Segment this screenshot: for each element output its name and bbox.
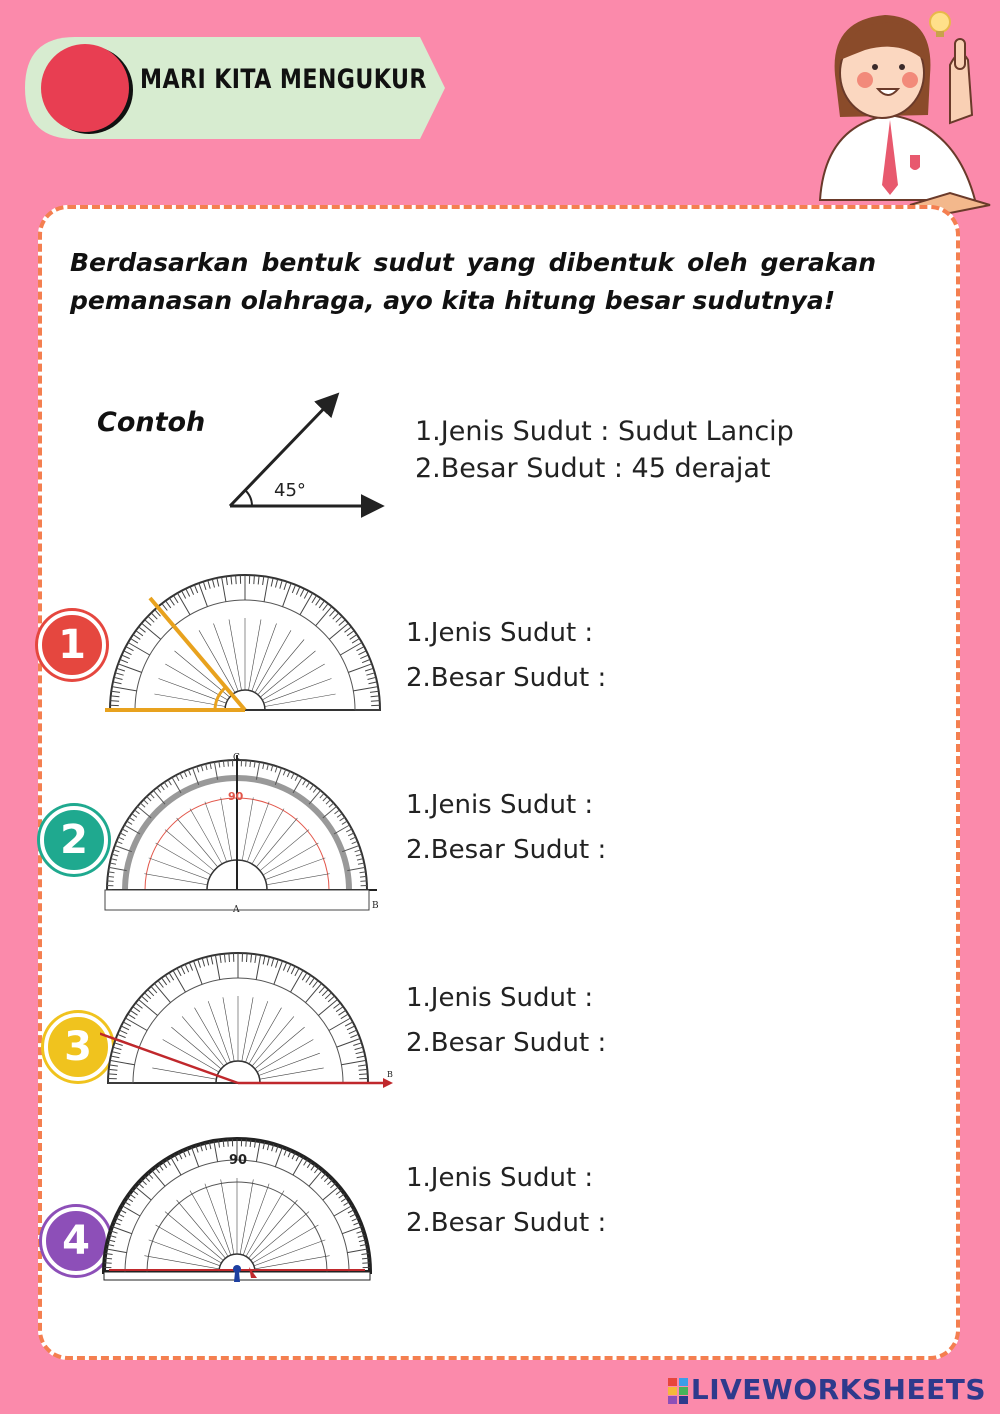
question-3-protractor <box>100 945 395 1093</box>
protractor-tick <box>104 1263 111 1264</box>
protractor-tick <box>246 760 247 766</box>
q2-label-90: 90 <box>228 790 244 803</box>
footer-brand-text: LIVEWORKSHEETS <box>690 1373 986 1406</box>
protractor-tick <box>246 1139 247 1146</box>
protractor-tick <box>254 575 255 584</box>
example-angle-value: 45° <box>274 480 306 501</box>
example-size-line: 2.Besar Sudut : 45 derajat <box>415 453 771 484</box>
question-1-type-label: 1.Jenis Sudut : <box>406 618 594 648</box>
page-title: MARI KITA MENGUKUR <box>140 64 427 95</box>
question-1-badge: 1 <box>38 611 106 679</box>
protractor-tick <box>223 761 224 767</box>
protractor-tick <box>228 760 229 766</box>
protractor-tick <box>362 1263 369 1264</box>
protractor-tick <box>236 575 237 584</box>
question-4-size-label: 2.Besar Sudut : <box>406 1208 607 1238</box>
protractor-tick <box>359 1074 368 1075</box>
protractor-tick <box>110 701 119 702</box>
example-type-line: 1.Jenis Sudut : Sudut Lancip <box>415 416 794 447</box>
example-angle-diagram <box>222 388 392 520</box>
liveworksheets-icon <box>668 1378 688 1404</box>
question-3-badge: 3 <box>44 1013 112 1081</box>
q3-label-b: B <box>387 1070 393 1079</box>
q2-label-a: A <box>233 905 240 915</box>
question-3-size-label: 2.Besar Sudut : <box>406 1028 607 1058</box>
protractor-tick <box>228 1139 229 1146</box>
protractor-tick <box>360 876 366 877</box>
protractor-tick <box>229 953 230 962</box>
student-illustration <box>800 5 995 215</box>
question-2-type-label: 1.Jenis Sudut : <box>406 790 594 820</box>
protractor-tick <box>250 761 251 767</box>
instructions-text: Berdasarkan bentuk sudut yang dibentuk oleh gerakan pemanasan olahraga, ayo kita hitung besar sudutnya! <box>70 248 876 315</box>
question-2-protractor <box>100 750 390 915</box>
liveworksheets-logo[interactable] <box>668 1373 986 1406</box>
question-4-protractor <box>100 1130 375 1285</box>
question-1-protractor <box>100 570 390 718</box>
q4-label-90: 90 <box>229 1153 248 1168</box>
protractor-tick <box>371 701 380 702</box>
protractor-tick <box>108 1074 117 1075</box>
protractor-tick <box>360 881 366 882</box>
protractor-tick <box>108 876 114 877</box>
question-4-badge: 4 <box>42 1207 110 1275</box>
example-label: Contoh <box>97 407 206 438</box>
q2-label-b: B <box>372 901 379 911</box>
protractor-tick <box>107 881 113 882</box>
q2-label-c: C <box>233 753 240 763</box>
question-3-type-label: 1.Jenis Sudut : <box>406 983 594 1013</box>
question-2-badge: 2 <box>40 806 108 874</box>
question-2-size-label: 2.Besar Sudut : <box>406 835 607 865</box>
question-1-size-label: 2.Besar Sudut : <box>406 663 607 693</box>
question-4-type-label: 1.Jenis Sudut : <box>406 1163 594 1193</box>
protractor-tick <box>247 953 248 962</box>
